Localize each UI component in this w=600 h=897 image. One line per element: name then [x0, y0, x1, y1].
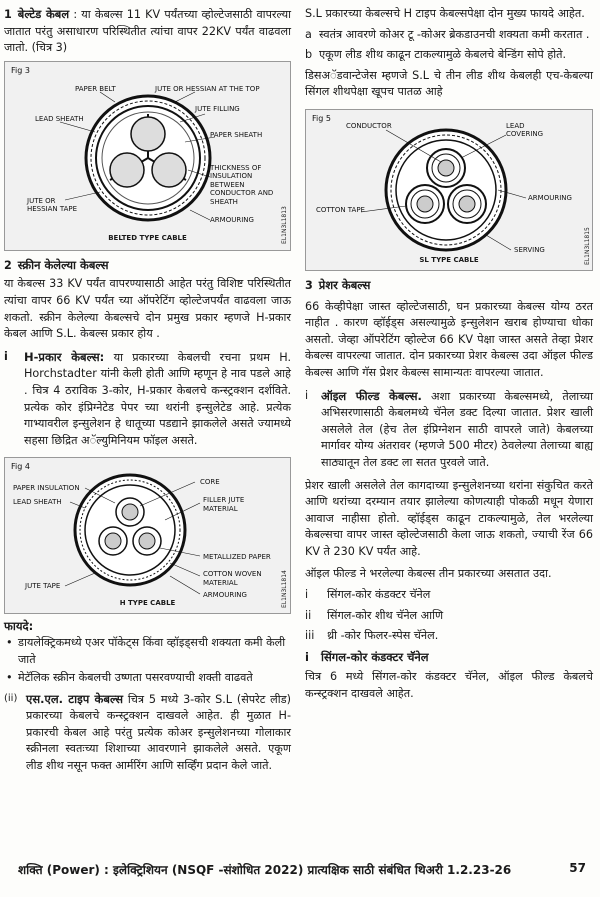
label-jute-tape: JUTE OR HESSIAN TAPE: [27, 196, 78, 214]
advantages-heading: फायदे:: [4, 619, 34, 634]
figure-title: Fig 3: [11, 65, 30, 75]
label-filler-jute: FILLER JUTE MATERIAL: [203, 496, 245, 513]
label-cotton-tape: COTTON TAPE: [316, 205, 365, 214]
label-conductor: CONDUCTOR: [346, 121, 392, 130]
label-paper-sheath: PAPER SHEATH: [210, 130, 263, 139]
sub-single-core: i सिंगल-कोर कंडक्टर चॅनेल: [305, 649, 429, 664]
sl-intro: S.L प्रकारच्या केबल्सचे H टाइप केबल्सपेक्षा दोन मुख्य फायदे आहेत.: [305, 7, 585, 20]
figure-title: Fig 4: [11, 462, 30, 472]
list-item: • मेटॅलिक स्क्रीन केबलची उष्णता पसरवण्याची शक्ती वाढवते: [6, 671, 253, 685]
right-column: [305, 6, 593, 703]
sub-h-type: i H-प्रकार केबल्स: या प्रकारच्या केबलची रचना प्रथम H. Horchstadter यांनी केली होती आणि म्हणून हे नाव पडले आहे . चित्र 4 ठराविक 3-कोर, H-प्रकार केबलचे कन्स्ट्रक्शन दर्शविते. प्रत्येक कोर इंप्रिग्नेटेड पेपर च्या थरांनी इन्सुलेटेड आहे. प्रत्येक गाभ्यावरील इन्सुलेशन हे धातूच्या पडद्याने झाकलेले असते ज्यामध्ये सहसा छिद्रित अॅल्युमिनियम फॉइल असते.: [4, 349, 291, 447]
page-number: 57: [569, 861, 586, 875]
label-metallized-paper: METALLIZED PAPER: [203, 553, 271, 562]
label-paper-belt: PAPER BELT: [75, 84, 116, 93]
label-jute-top: JUTE OR HESSIAN AT THE TOP: [155, 84, 260, 93]
paragraph: चित्र 6 मध्ये सिंगल-कोर कंडक्टर चॅनेल, ऑइल फील्ड केबलचे कन्स्ट्रक्शन दाखवले आहेत.: [305, 670, 593, 701]
section-heading: 2 स्क्रीन केलेल्या केबल्स: [4, 257, 109, 272]
list-item: • डायलेक्ट्रिकमध्ये एअर पॉकेट्स किंवा व्हॉइड्सची शक्यता कमी केली जाते: [6, 635, 286, 666]
para-belted: 1 बेल्टेड केबल : या केबल्स 11 KV पर्यंतच्या व्होल्टेजसाठी वापरल्या जातात परंतु असाधारण परिस्थितीत त्यांचा वापर 22KV पर्यंत वाढवला जातो. (चित्र 3): [4, 7, 292, 55]
label-core: CORE: [200, 478, 220, 487]
figure-5: [305, 109, 593, 271]
advantages-list: [4, 635, 291, 687]
sub-oil-filled: i ऑइल फील्ड केबल्स. अशा प्रकारच्या केबल्समध्ये, तेलाच्या अभिसरणासाठी केबलमध्ये चॅनेल डक्ट दिल्या जातात. प्रेशर खाली असलेले तेल (हेच तेल इंप्रिग्नेशन साठी वापरले जाते) केबलच्या मार्गावर योग्य अंतरावर (म्हणजे 500 मीटर) ठेवलेल्या तेलाच्या बाह्य साठ्यातून तेल डक्ट ला सतत पुरवले जाते.: [305, 388, 594, 469]
left-column: [4, 6, 291, 775]
figure-caption: SL TYPE CABLE: [419, 255, 479, 264]
label-lead-covering: LEAD COVERING: [506, 121, 544, 139]
figure-caption: H TYPE CABLE: [119, 599, 176, 608]
paragraph: ऑइल फील्ड ने भरलेल्या केबल्स तीन प्रकारच्या असतात उदा.: [305, 567, 552, 581]
label-lead-sheath: LEAD SHEATH: [13, 498, 62, 507]
label-serving: SERVING: [514, 245, 545, 254]
label-thickness: THICKNESS OF INSULATION BETWEEN CONDUCTOR AND SHEATH: [210, 163, 274, 206]
figure-3: [4, 61, 291, 251]
figure-title: Fig 5: [312, 113, 331, 123]
figure-4: [4, 457, 291, 614]
label-cotton-woven: COTTON WOVEN MATERIAL: [203, 570, 262, 587]
page-footer: शक्ति (Power) : इलेक्ट्रिशियन (NSQF -संशोधित 2022) प्रात्यक्षिक साठी संबंधित थिअरी 1.2.23-26: [18, 863, 512, 877]
disadvantage-text: डिसअॅडवान्टेजेस म्हणजे S.L चे तीन लीड शीथ केबलही एच-केबल्या सिंगल शीथपेक्षा खूपच पातळ आहे: [305, 68, 593, 99]
label-jute-tape: JUTE TAPE: [25, 582, 61, 591]
oil-types-list: [305, 587, 593, 645]
label-paper-insulation: PAPER INSULATION: [13, 484, 80, 493]
list-item: a स्वतंत्र आवरणे कोअर टू -कोअर ब्रेकडाउनची शक्यता कमी करतात .: [305, 27, 590, 41]
label-armouring: ARMOURING: [203, 591, 247, 600]
label-armouring: ARMOURING: [210, 215, 254, 224]
figure-code: EL1N3L1813: [281, 205, 288, 244]
sub-sl-type: (ii) एस.एल. टाइप केबल्स चित्र 5 मध्ये 3-कोर S.L (सेपरेट लीड) प्रकारच्या केबलचे कन्स्ट्रक्शन दाखवले आहेत. ही मुळात H-प्रकारची केबल आहे परंतु प्रत्येक कोअर इन्सुलेशनच्या गोलाकार स्क्रीनला स्वतःच्या शिशाच्या आवरणाने झाकलेले असते. एकूण लीड शीथ नसून फक्त आर्मरिंग आणि सर्व्हिंग प्रदान केले जाते.: [4, 691, 292, 773]
paragraph: प्रेशर खाली असलेले तेल कागदाच्या इन्सुलेशनच्या थरांना संकुचित करते आणि थरांच्या दरम्यान तयार झालेल्या कोणत्याही पोकळी मधून येणारा आवाज नाहीसा होतो. व्हॉईड्स काढून टाकल्यामुळे, तेल भरलेल्या केबल्सचा वापर जास्त व्होल्टेजसाठी केला जाऊ शकतो, ज्याची रेंज 66 KV ते 230 KV पर्यंत आहे.: [305, 478, 593, 558]
label-armouring: ARMOURING: [528, 193, 572, 202]
list-item: ii सिंगल-कोर शीथ चॅनेल आणि: [305, 608, 444, 622]
list-item: b एकूण लीड शीथ काढून टाकल्यामुळे केबलचे बेन्डिंग सोपे होते.: [305, 48, 567, 62]
list-item: iii थ्री -कोर फिलर-स्पेस चॅनेल.: [305, 629, 439, 643]
label-jute-filling: JUTE FILLING: [195, 104, 240, 113]
label-lead-sheath: LEAD SHEATH: [35, 114, 84, 123]
section-body: 66 केव्हीपेक्षा जास्त व्होल्टेजसाठी, घन प्रकारच्या केबल्स योग्य ठरत नाहीत . कारण व्हॉईड्स असल्यामुळे इन्सुलेशन खराब होण्याचा धोका असतो. जेव्हा ऑपरेटिंग व्होल्टेज 66 KV पेक्षा जास्त असते तेव्हा प्रेशर केबल्स वापरल्या जातात. दोन प्रकारच्या प्रेशर केबल्स उदा ऑइल फील्ड केबल्स आणि गॅस प्रेशर केबल्स सामान्यतः वापरल्या जातात.: [305, 299, 593, 379]
figure-code: EL1N3L1815: [584, 227, 591, 265]
figure-code: EL1N3L1814: [281, 570, 288, 609]
figure-caption: BELTED TYPE CABLE: [108, 233, 187, 242]
section-heading: 3 प्रेशर केबल्स: [305, 277, 371, 292]
section-body: या केबल्स 33 KV पर्यंत वापरण्यासाठी आहेत परंतु विशिष्ट परिस्थितीत त्यांचा वापर 66 KV पर्यंत च्या ऑपरेटिंग व्होल्टेजपर्यंत वाढवला जाऊ शकतो. स्क्रीन केलेल्या केबल्सचे दोन प्रमुख प्रकार म्हणजे H-प्रकार केबल आणि S.L. केबल्स प्रकार होय .: [4, 277, 291, 341]
list-item: i सिंगल-कोर कंडक्टर चॅनेल: [305, 588, 431, 602]
